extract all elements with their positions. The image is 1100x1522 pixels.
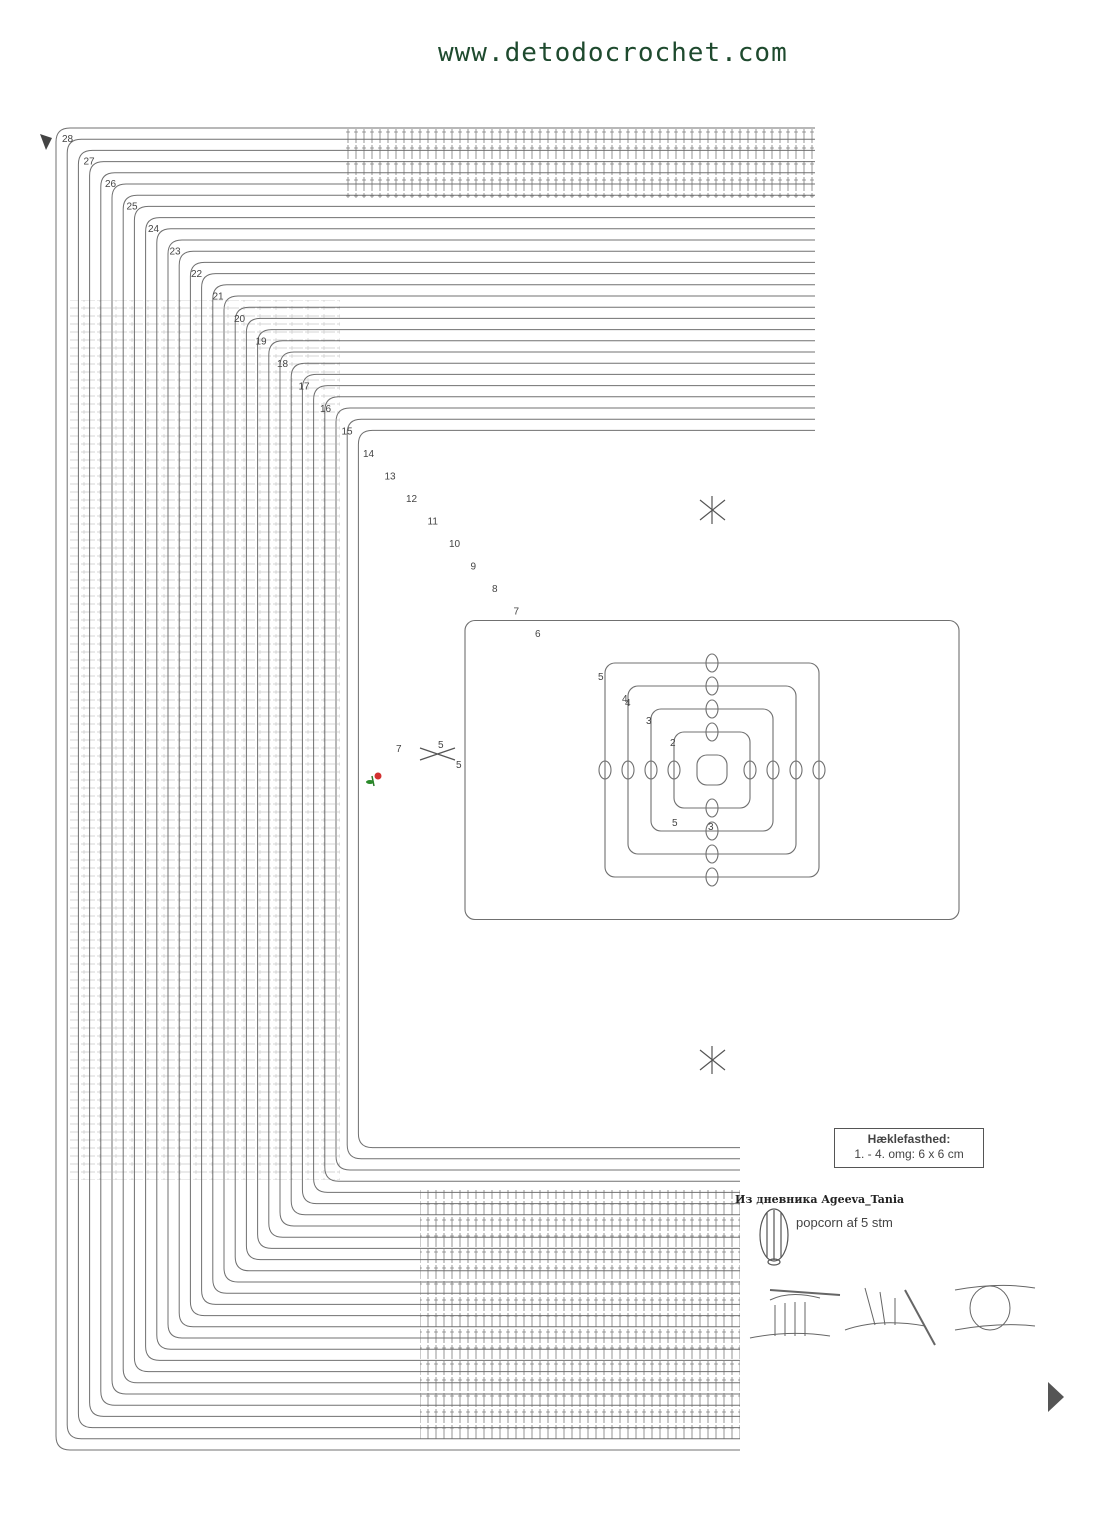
round-number: 24 — [148, 224, 160, 235]
inner-round-number: 5 — [598, 672, 604, 683]
round-number: 22 — [191, 269, 203, 280]
diary-credit: Из дневника Ageeva_Tania — [735, 1193, 905, 1206]
site-url[interactable]: www.detodocrochet.com — [438, 38, 788, 68]
round-number: 12 — [406, 494, 418, 505]
round-number: 18 — [277, 359, 289, 370]
round-number: 28 — [62, 134, 74, 145]
round-number: 8 — [492, 584, 498, 595]
round-number: 23 — [169, 246, 181, 258]
inner-round-number: 2 — [670, 738, 676, 749]
misc-round-number: 5 — [438, 740, 444, 751]
round-number: 16 — [320, 404, 332, 415]
popcorn-technique-illustration — [750, 1285, 1035, 1345]
round-number: 27 — [83, 156, 95, 168]
misc-round-number: 5 — [456, 760, 462, 771]
popcorn-stitch-icon — [760, 1209, 788, 1265]
round-number: 11 — [427, 516, 438, 528]
round-number: 14 — [363, 449, 375, 460]
gauge-value: 1. - 4. omg: 6 x 6 cm — [854, 1147, 964, 1161]
round-number: 26 — [105, 179, 117, 190]
inner-round-number: 3 — [646, 716, 652, 727]
misc-round-number: 5 — [672, 818, 678, 829]
round-number: 15 — [341, 426, 353, 438]
misc-round-number: 7 — [396, 744, 402, 755]
misc-round-number: 4 — [625, 698, 631, 709]
next-page-arrow-icon[interactable] — [1046, 1380, 1066, 1414]
round-number: 19 — [255, 336, 267, 348]
popcorn-legend-label: popcorn af 5 stm — [796, 1215, 893, 1230]
round-number: 13 — [384, 471, 396, 483]
round-number: 17 — [298, 381, 310, 393]
round-number: 9 — [470, 561, 477, 573]
round-number: 25 — [126, 201, 138, 213]
gauge-box — [834, 1128, 984, 1168]
gauge-title: Hæklefasthed: — [867, 1132, 951, 1146]
red-flower-icon — [366, 773, 382, 787]
round-number: 20 — [234, 314, 246, 325]
round-number: 10 — [449, 539, 461, 550]
start-marker-icon — [40, 134, 52, 150]
round-number: 21 — [212, 291, 224, 303]
inner-round-number: 4 — [622, 694, 628, 705]
misc-round-number: 3 — [708, 822, 714, 833]
round-number: 6 — [535, 629, 541, 640]
round-number: 7 — [513, 606, 520, 618]
